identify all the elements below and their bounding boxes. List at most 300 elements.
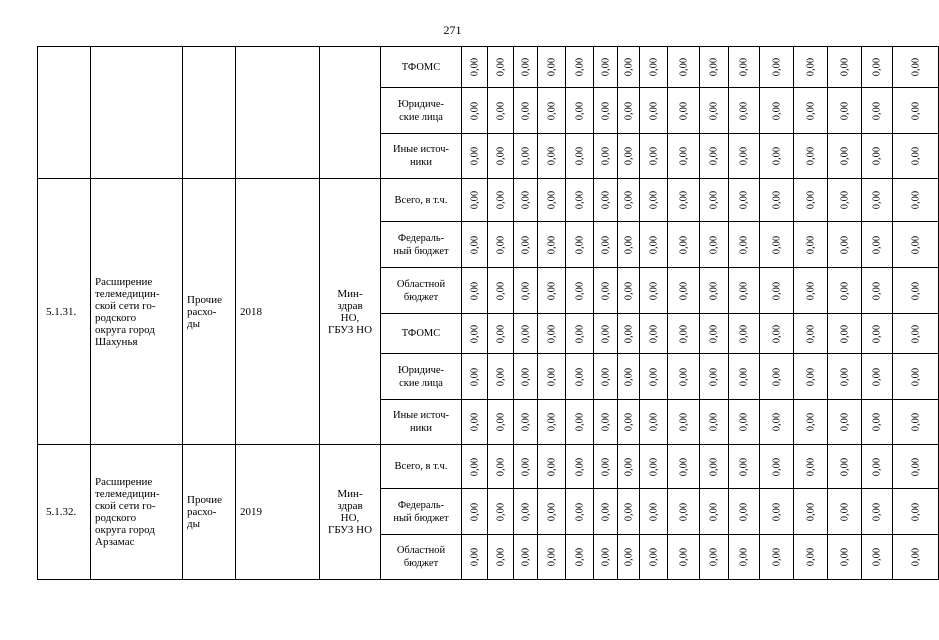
value-text: 0,00 — [469, 281, 480, 300]
value-cell — [538, 134, 566, 179]
value-text: 0,00 — [805, 281, 816, 300]
value-cell — [668, 222, 700, 268]
value-text: 0,00 — [520, 190, 531, 210]
value-text: 0,00 — [648, 235, 659, 254]
value-text: 0,00 — [600, 235, 611, 254]
value-text: 0,00 — [708, 367, 720, 386]
value-cell — [566, 400, 594, 445]
value-text: 0,00 — [469, 324, 480, 343]
value-cell — [538, 268, 566, 314]
value-cell — [488, 489, 514, 535]
value-cell — [488, 445, 514, 489]
value-cell — [828, 489, 862, 535]
value-cell — [862, 535, 893, 580]
value-text: 0,00 — [678, 324, 689, 343]
value-cell — [729, 179, 760, 222]
value-text: 0,00 — [600, 367, 611, 386]
value-cell — [488, 88, 514, 134]
value-text: 0,00 — [574, 146, 585, 166]
value-text: 0,00 — [574, 502, 585, 521]
value-text: 0,00 — [871, 57, 883, 77]
value-text: 0,00 — [623, 367, 634, 386]
value-cell — [760, 88, 794, 134]
value-cell — [594, 268, 618, 314]
value-text: 0,00 — [648, 57, 659, 77]
value-text: 0,00 — [546, 502, 557, 521]
value-cell — [893, 354, 939, 400]
value-text: 0,00 — [805, 324, 816, 343]
value-cell — [538, 489, 566, 535]
value-cell — [538, 535, 566, 580]
value-cell — [794, 222, 828, 268]
value-text: 0,00 — [771, 101, 782, 120]
value-cell — [538, 314, 566, 354]
value-text: 0,00 — [910, 367, 921, 386]
value-text: 0,00 — [771, 502, 782, 521]
value-text: 0,00 — [805, 235, 816, 254]
value-cell — [862, 47, 893, 88]
value-cell — [794, 535, 828, 580]
value-cell — [594, 134, 618, 179]
value-text: 0,00 — [574, 412, 585, 432]
value-cell — [618, 268, 640, 314]
value-text: 0,00 — [495, 502, 506, 521]
value-cell — [700, 268, 729, 314]
value-text: 0,00 — [520, 281, 531, 300]
value-text: 0,00 — [623, 146, 634, 166]
value-cell — [640, 535, 668, 580]
value-cell — [640, 47, 668, 88]
value-cell — [488, 535, 514, 580]
value-cell — [760, 134, 794, 179]
value-text: 0,00 — [839, 190, 850, 210]
value-cell — [514, 179, 538, 222]
value-cell — [862, 222, 893, 268]
value-cell — [862, 314, 893, 354]
value-text: 0,00 — [520, 57, 531, 77]
value-text: 0,00 — [738, 281, 750, 300]
value-cell — [700, 222, 729, 268]
value-text: 0,00 — [469, 101, 480, 120]
value-cell — [828, 222, 862, 268]
value-cell — [760, 535, 794, 580]
funding-source: ТФОМС — [381, 314, 462, 354]
value-cell — [828, 535, 862, 580]
value-cell — [514, 354, 538, 400]
value-cell — [700, 179, 729, 222]
value-cell — [828, 354, 862, 400]
value-text: 0,00 — [546, 190, 557, 210]
value-text: 0,00 — [623, 57, 634, 77]
value-text: 0,00 — [574, 367, 585, 386]
value-cell — [893, 400, 939, 445]
value-cell — [488, 179, 514, 222]
value-text: 0,00 — [600, 457, 611, 476]
value-cell — [462, 88, 488, 134]
value-cell — [893, 535, 939, 580]
value-text: 0,00 — [910, 57, 921, 77]
value-text: 0,00 — [839, 457, 850, 476]
value-cell — [760, 47, 794, 88]
value-text: 0,00 — [771, 190, 782, 210]
value-cell — [618, 222, 640, 268]
value-cell — [760, 179, 794, 222]
value-cell — [640, 489, 668, 535]
value-text: 0,00 — [546, 367, 557, 386]
value-cell — [514, 88, 538, 134]
value-text: 0,00 — [469, 146, 480, 166]
value-text: 0,00 — [574, 57, 585, 77]
value-cell — [462, 400, 488, 445]
value-text: 0,00 — [574, 547, 585, 567]
value-cell — [514, 445, 538, 489]
value-text: 0,00 — [469, 235, 480, 254]
value-cell — [862, 268, 893, 314]
value-text: 0,00 — [708, 101, 720, 120]
value-cell — [893, 134, 939, 179]
value-text: 0,00 — [546, 235, 557, 254]
value-text: 0,00 — [771, 412, 782, 432]
value-text: 0,00 — [678, 57, 689, 77]
value-cell — [794, 314, 828, 354]
value-text: 0,00 — [678, 502, 689, 521]
value-text: 0,00 — [805, 190, 816, 210]
value-text: 0,00 — [738, 367, 750, 386]
value-text: 0,00 — [839, 412, 850, 432]
value-cell — [462, 535, 488, 580]
value-cell — [668, 535, 700, 580]
funding-source: Всего, в т.ч. — [381, 445, 462, 489]
value-cell — [729, 489, 760, 535]
value-cell — [729, 268, 760, 314]
value-text: 0,00 — [839, 101, 850, 120]
item-name: Расширение телемедицин- ской сети го- родского округа город Арзамас — [91, 445, 183, 580]
value-cell — [594, 222, 618, 268]
value-cell — [700, 88, 729, 134]
value-text: 0,00 — [495, 190, 506, 210]
value-cell — [862, 400, 893, 445]
value-cell — [538, 445, 566, 489]
value-text: 0,00 — [600, 146, 611, 166]
value-text: 0,00 — [871, 101, 883, 120]
value-text: 0,00 — [771, 324, 782, 343]
value-text: 0,00 — [648, 367, 659, 386]
value-cell — [594, 179, 618, 222]
value-cell — [700, 47, 729, 88]
value-cell — [538, 354, 566, 400]
item-code: 5.1.32. — [38, 445, 91, 580]
value-text: 0,00 — [839, 502, 850, 521]
value-cell — [828, 47, 862, 88]
value-text: 0,00 — [910, 146, 921, 166]
value-cell — [640, 88, 668, 134]
value-text: 0,00 — [623, 457, 634, 476]
value-text: 0,00 — [546, 412, 557, 432]
value-text: 0,00 — [708, 190, 720, 210]
value-cell — [862, 354, 893, 400]
value-cell — [893, 222, 939, 268]
value-cell — [729, 400, 760, 445]
value-text: 0,00 — [805, 502, 816, 521]
value-text: 0,00 — [708, 281, 720, 300]
item-year: 2019 — [236, 445, 320, 580]
funding-source: Областной бюджет — [381, 268, 462, 314]
value-cell — [668, 314, 700, 354]
value-text: 0,00 — [546, 57, 557, 77]
value-cell — [566, 88, 594, 134]
value-cell — [462, 489, 488, 535]
value-text: 0,00 — [648, 146, 659, 166]
value-cell — [794, 134, 828, 179]
value-cell — [640, 445, 668, 489]
value-text: 0,00 — [648, 101, 659, 120]
value-cell — [668, 489, 700, 535]
value-text: 0,00 — [839, 235, 850, 254]
value-text: 0,00 — [495, 57, 506, 77]
value-cell — [566, 354, 594, 400]
value-cell — [729, 314, 760, 354]
value-text: 0,00 — [910, 412, 921, 432]
funding-source: Всего, в т.ч. — [381, 179, 462, 222]
value-cell — [729, 134, 760, 179]
value-cell — [462, 134, 488, 179]
value-cell — [668, 400, 700, 445]
value-cell — [514, 489, 538, 535]
value-text: 0,00 — [520, 146, 531, 166]
value-text: 0,00 — [708, 412, 720, 432]
executor: Мин- здрав НО, ГБУЗ НО — [320, 445, 381, 580]
expense-type: Прочие расхо- ды — [183, 179, 236, 445]
value-cell — [828, 88, 862, 134]
value-cell — [566, 47, 594, 88]
value-text: 0,00 — [805, 367, 816, 386]
value-text: 0,00 — [839, 57, 850, 77]
item-year: 2018 — [236, 179, 320, 445]
value-text: 0,00 — [600, 101, 611, 120]
value-text: 0,00 — [520, 324, 531, 343]
value-cell — [488, 354, 514, 400]
value-text: 0,00 — [546, 281, 557, 300]
funding-source: Областной бюджет — [381, 535, 462, 580]
value-text: 0,00 — [495, 412, 506, 432]
value-text: 0,00 — [520, 547, 531, 567]
value-text: 0,00 — [600, 57, 611, 77]
value-text: 0,00 — [623, 324, 634, 343]
value-cell — [514, 535, 538, 580]
value-text: 0,00 — [574, 324, 585, 343]
value-cell — [760, 222, 794, 268]
value-text: 0,00 — [648, 502, 659, 521]
value-cell — [640, 354, 668, 400]
value-cell — [566, 445, 594, 489]
funding-source: ТФОМС — [381, 47, 462, 88]
value-cell — [862, 489, 893, 535]
value-text: 0,00 — [871, 457, 883, 476]
value-cell — [640, 314, 668, 354]
value-cell — [514, 134, 538, 179]
value-text: 0,00 — [910, 101, 921, 120]
value-cell — [538, 400, 566, 445]
value-text: 0,00 — [546, 324, 557, 343]
value-cell — [618, 354, 640, 400]
value-text: 0,00 — [623, 101, 634, 120]
value-text: 0,00 — [495, 457, 506, 476]
value-cell — [862, 445, 893, 489]
value-text: 0,00 — [495, 547, 506, 567]
value-text: 0,00 — [678, 281, 689, 300]
value-text: 0,00 — [771, 457, 782, 476]
value-text: 0,00 — [520, 367, 531, 386]
value-cell — [488, 222, 514, 268]
value-text: 0,00 — [871, 412, 883, 432]
expense-type — [183, 47, 236, 179]
value-text: 0,00 — [600, 190, 611, 210]
item-name: Расширение телемедицин- ской сети го- родского округа город Шахунья — [91, 179, 183, 445]
value-cell — [462, 445, 488, 489]
value-cell — [828, 134, 862, 179]
value-cell — [893, 268, 939, 314]
value-text: 0,00 — [574, 457, 585, 476]
value-text: 0,00 — [520, 235, 531, 254]
value-text: 0,00 — [678, 146, 689, 166]
value-cell — [794, 179, 828, 222]
value-cell — [760, 268, 794, 314]
value-text: 0,00 — [495, 281, 506, 300]
value-text: 0,00 — [708, 547, 720, 567]
value-cell — [794, 47, 828, 88]
value-text: 0,00 — [871, 367, 883, 386]
item-code: 5.1.31. — [38, 179, 91, 445]
value-cell — [462, 222, 488, 268]
value-cell — [828, 445, 862, 489]
value-text: 0,00 — [708, 324, 720, 343]
value-text: 0,00 — [771, 235, 782, 254]
value-cell — [594, 445, 618, 489]
value-cell — [729, 88, 760, 134]
value-text: 0,00 — [910, 190, 921, 210]
value-text: 0,00 — [910, 235, 921, 254]
value-cell — [618, 134, 640, 179]
value-text: 0,00 — [574, 190, 585, 210]
value-cell — [618, 314, 640, 354]
value-text: 0,00 — [495, 146, 506, 166]
value-cell — [700, 354, 729, 400]
table-body — [38, 47, 939, 580]
value-cell — [828, 268, 862, 314]
value-text: 0,00 — [839, 281, 850, 300]
value-cell — [618, 179, 640, 222]
value-text: 0,00 — [520, 412, 531, 432]
funding-source: Юридиче- ские лица — [381, 354, 462, 400]
value-text: 0,00 — [648, 457, 659, 476]
value-cell — [700, 400, 729, 445]
value-cell — [700, 445, 729, 489]
value-text: 0,00 — [495, 101, 506, 120]
value-cell — [729, 222, 760, 268]
value-cell — [828, 314, 862, 354]
value-cell — [729, 47, 760, 88]
value-text: 0,00 — [771, 57, 782, 77]
value-cell — [794, 445, 828, 489]
value-text: 0,00 — [738, 57, 750, 77]
value-text: 0,00 — [648, 281, 659, 300]
value-cell — [488, 134, 514, 179]
value-text: 0,00 — [738, 146, 750, 166]
value-cell — [566, 535, 594, 580]
value-text: 0,00 — [469, 502, 480, 521]
value-text: 0,00 — [738, 324, 750, 343]
value-cell — [893, 179, 939, 222]
value-cell — [618, 445, 640, 489]
value-text: 0,00 — [910, 281, 921, 300]
value-cell — [794, 400, 828, 445]
value-text: 0,00 — [469, 190, 480, 210]
value-cell — [668, 268, 700, 314]
page-number: 271 — [443, 23, 462, 37]
value-cell — [488, 400, 514, 445]
value-text: 0,00 — [871, 146, 883, 166]
value-text: 0,00 — [469, 457, 480, 476]
value-text: 0,00 — [805, 146, 816, 166]
value-cell — [794, 88, 828, 134]
executor — [320, 47, 381, 179]
value-text: 0,00 — [910, 457, 921, 476]
value-cell — [893, 88, 939, 134]
value-cell — [828, 400, 862, 445]
value-text: 0,00 — [469, 367, 480, 386]
value-cell — [488, 314, 514, 354]
value-cell — [862, 134, 893, 179]
value-text: 0,00 — [771, 146, 782, 166]
value-cell — [594, 535, 618, 580]
value-text: 0,00 — [708, 235, 720, 254]
value-text: 0,00 — [708, 146, 720, 166]
value-text: 0,00 — [910, 547, 921, 567]
value-cell — [618, 88, 640, 134]
value-text: 0,00 — [678, 412, 689, 432]
value-cell — [594, 354, 618, 400]
value-cell — [566, 179, 594, 222]
expense-type: Прочие расхо- ды — [183, 445, 236, 580]
value-text: 0,00 — [678, 367, 689, 386]
value-cell — [862, 179, 893, 222]
table-row — [38, 179, 939, 222]
value-text: 0,00 — [871, 547, 883, 567]
value-text: 0,00 — [805, 101, 816, 120]
value-text: 0,00 — [871, 281, 883, 300]
value-text: 0,00 — [738, 547, 750, 567]
value-text: 0,00 — [910, 324, 921, 343]
value-cell — [893, 489, 939, 535]
value-text: 0,00 — [600, 547, 611, 567]
funding-source: Федераль- ный бюджет — [381, 222, 462, 268]
value-text: 0,00 — [678, 190, 689, 210]
value-text: 0,00 — [839, 367, 850, 386]
value-cell — [794, 268, 828, 314]
value-cell — [594, 489, 618, 535]
value-cell — [514, 268, 538, 314]
value-cell — [794, 354, 828, 400]
value-cell — [668, 134, 700, 179]
value-text: 0,00 — [805, 457, 816, 476]
value-text: 0,00 — [678, 235, 689, 254]
value-cell — [618, 489, 640, 535]
value-cell — [729, 535, 760, 580]
value-cell — [700, 314, 729, 354]
value-cell — [488, 268, 514, 314]
value-text: 0,00 — [574, 235, 585, 254]
value-cell — [700, 535, 729, 580]
